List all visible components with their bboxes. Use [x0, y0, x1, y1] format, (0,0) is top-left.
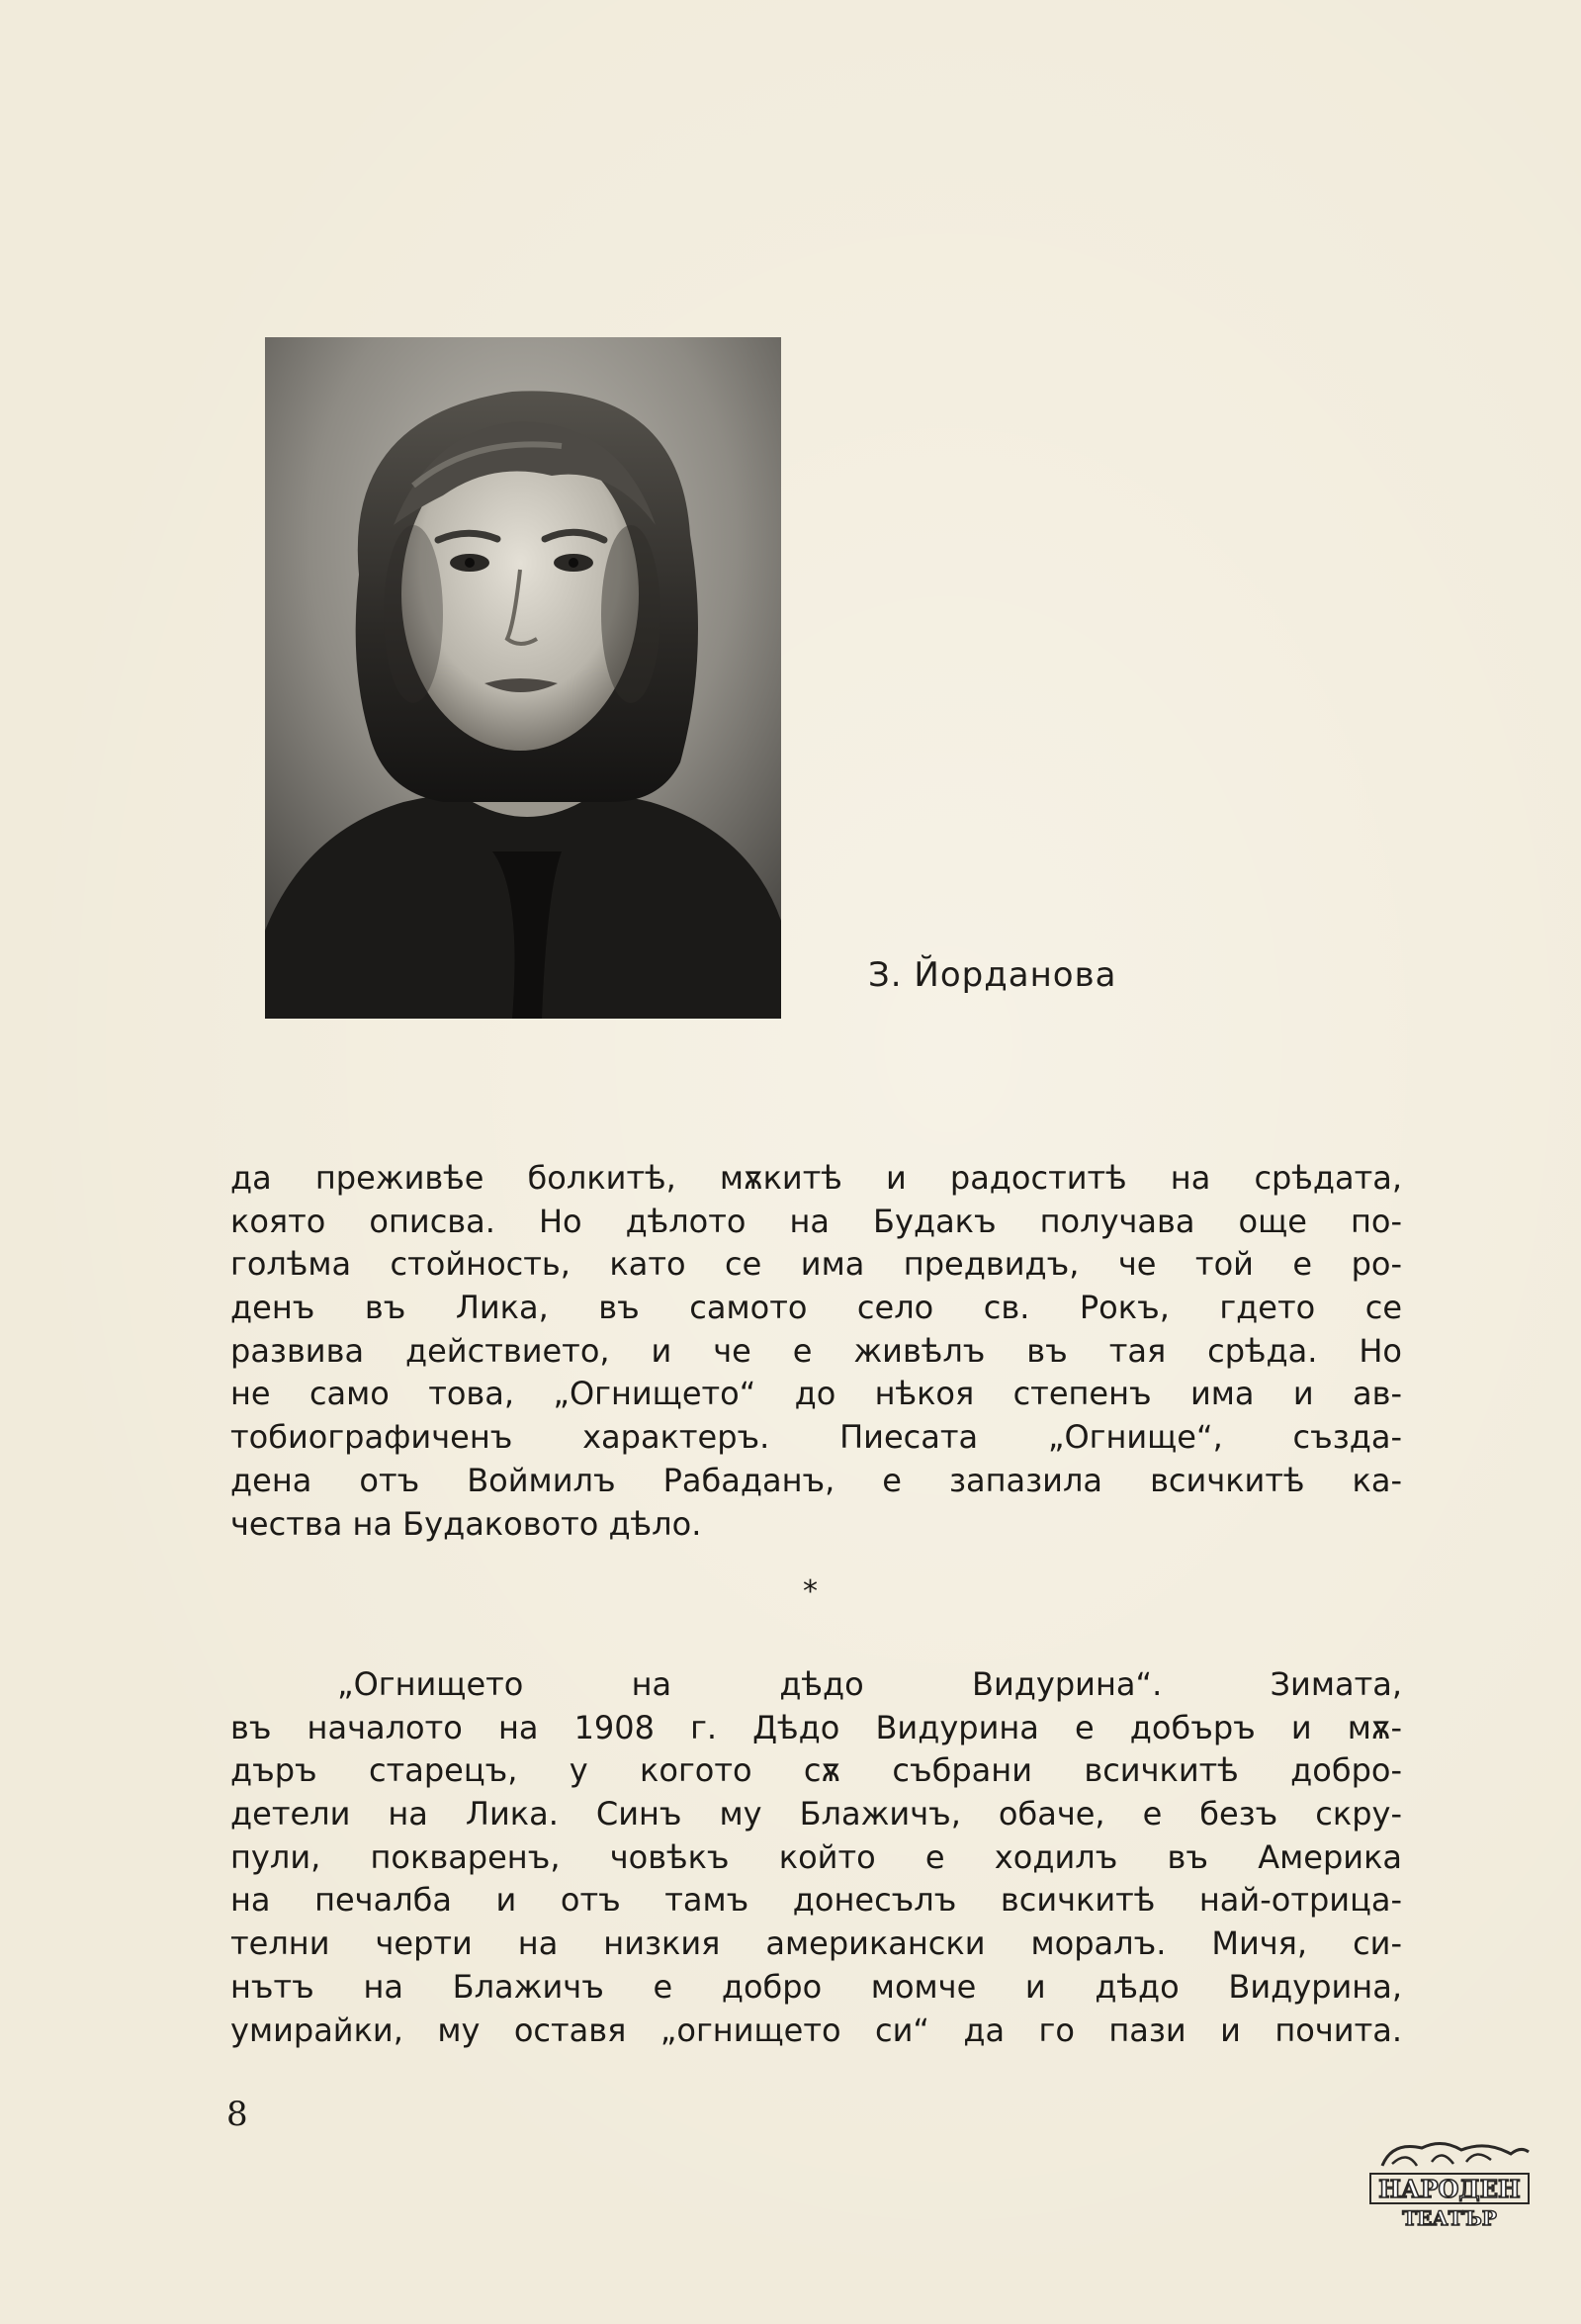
portrait-photo — [265, 337, 781, 1019]
text-line: тобиографиченъ характеръ. Пиесата „Огнище“, създа- — [230, 1418, 1402, 1457]
paragraph-1 — [230, 1157, 1402, 1546]
text-line: не само това, „Огнището“ до нѣкоя степенъ има и ав- — [230, 1375, 1402, 1413]
portrait-image — [265, 337, 781, 1019]
text-line: денъ въ Лика, въ самото село св. Рокъ, гдето се — [230, 1289, 1402, 1327]
text-line: умирайки, му оставя „огнището си“ да го пази и почита. — [230, 2011, 1402, 2049]
text-line: пули, покваренъ, човѣкъ който е ходилъ въ Америка — [230, 1837, 1402, 1876]
national-theatre-stamp — [1362, 2136, 1536, 2233]
stamp-line1: НАРОДЕН — [1378, 2175, 1521, 2203]
page-number: 8 — [226, 2095, 248, 2134]
stamp-logo — [1362, 2136, 1536, 2233]
text-line: да преживѣе болкитѣ, мѫкитѣ и радоститѣ на срѣдата, — [230, 1159, 1402, 1197]
text-line: дъръ старецъ, у когото сѫ събрани всичкитѣ добро- — [230, 1751, 1402, 1790]
stamp-line2: ТЕАТЪР — [1402, 2206, 1497, 2230]
text-line: на печалба и отъ тамъ донесълъ всичкитѣ най-отрица- — [230, 1881, 1402, 1920]
section-separator: * — [803, 1574, 818, 1609]
text-line: дена отъ Воймилъ Рабаданъ, е запазила всичкитѣ ка- — [230, 1461, 1402, 1499]
text-line: телни черти на низкия американски моралъ. Мичя, си- — [230, 1924, 1402, 1963]
text-line: голѣма стойность, като се има предвидъ, че той е ро- — [230, 1245, 1402, 1284]
text-line: „Огнището на дѣдо Видурина“. Зимата, — [337, 1665, 1402, 1703]
paragraph-2 — [230, 1663, 1402, 2052]
text-line: развива действието, и че е живѣлъ въ тая срѣда. Но — [230, 1331, 1402, 1370]
text-line: която описва. Но дѣлото на Будакъ получава още по- — [230, 1202, 1402, 1240]
text-line: детели на Лика. Синъ му Блажичъ, обаче, е безъ скру- — [230, 1795, 1402, 1833]
text-line: въ началото на 1908 г. Дѣдо Видурина е добъръ и мѫ- — [230, 1708, 1402, 1746]
text-line: нътъ на Блажичъ е добро момче и дѣдо Видурина, — [230, 1967, 1402, 2006]
text-line: чества на Будаковото дѣло. — [230, 1504, 702, 1543]
photo-caption: З. Йорданова — [868, 955, 1117, 995]
